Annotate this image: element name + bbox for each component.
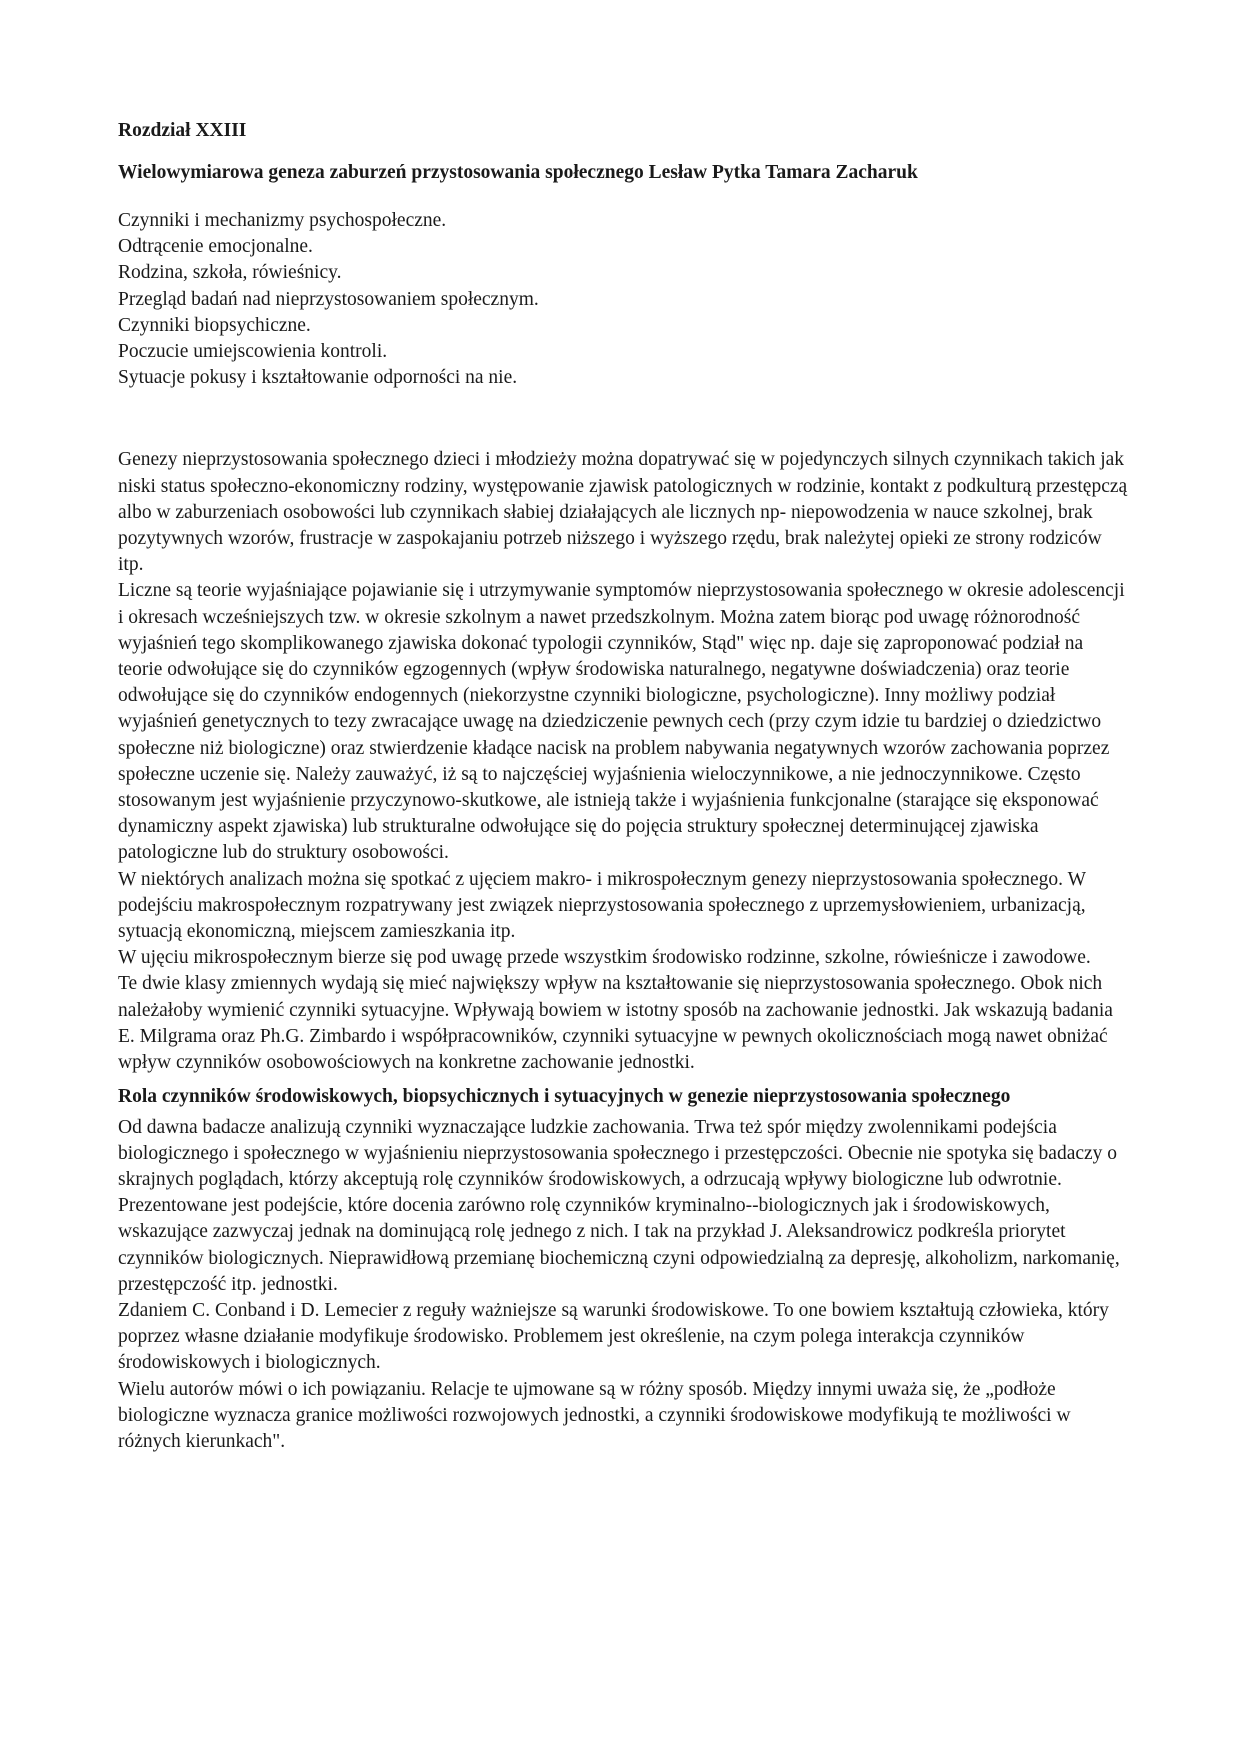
section-paragraph: Od dawna badacze analizują czynniki wyznaczające ludzkie zachowania. Trwa też spór między zwolennikami podejścia biologicznego i społecznego w wyjaśnieniu nieprzystosowania społecznego i przestępczości. Obecnie nie spotyka się badaczy o skrajnych poglądach, którzy akceptują rolę czynników środowiskowych, a odrzucają wpływy biologiczne lub odwrotnie. Prezentowane jest podejście, które docenia zarówno rolę czynników kryminalno--biologicznych jak i środowiskowych, wskazujące zazwyczaj jednak na dominującą rolę jednego z nich. I tak na przykład J. Aleksandrowicz podkreśla priorytet czynników biologicznych. Nieprawidłową przemianę biochemiczną czyni odpowiedzialną za depresję, alkoholizm, narkomanię, przestępczość itp. jednostki. xyxy=(118,1116,1120,1295)
section-paragraph: Zdaniem C. Conband i D. Lemecier z reguły ważniejsze są warunki środowiskowe. To one bowiem kształtują człowieka, który poprzez własne działanie modyfikuje środowisko. Problemem jest określenie, na czym polega interakcja czynników środowiskowych i biologicznych. xyxy=(118,1299,1109,1374)
chapter-heading: Rozdział XXIII xyxy=(118,120,247,141)
body-paragraph: Liczne są teorie wyjaśniające pojawianie się i utrzymywanie symptomów nieprzystosowania społecznego w okresie adolescencji i okresach wcześniejszych tzw. w okresie szkolnym a nawet przedszkolnym. Można zatem biorąc pod uwagę różnorodność wyjaśnień tego skomplikowanego zjawiska dokonać typologii czynników, Stąd" więc np. daje się zaproponować podział na teorie odwołujące się do czynników egzogennych (wpływ środowiska naturalnego, negatywne doświadczenia) oraz teorie odwołujące się do czynników endogennych (niekorzystne czynniki biologiczne, psychologiczne). Inny możliwy podział wyjaśnień genetycznych to tezy zwracające uwagę na dziedziczenie pewnych cech (przy czym idzie tu bardziej o dziedzictwo społeczne niż biologiczne) oraz stwierdzenie kładące nacisk na problem nabywania negatywnych wzorów zachowania poprzez społeczne uczenie się. Należy zauważyć, iż są to najczęściej wyjaśnienia wieloczynnikowe, a nie jednoczynnikowe. Często stosowanym jest wyjaśnienie przyczynowo-skutkowe, ale istnieją także i wyjaśnienia funkcjonalne (starające się eksponować dynamiczny aspekt zjawiska) lub strukturalne odwołujące się do pojęcia struktury społecznej determinującej zjawiska patologiczne lub do struktury osobowości. xyxy=(118,580,1125,864)
topic-item: Sytuacje pokusy i kształtowanie odporności na nie. xyxy=(118,367,518,389)
section-paragraph: Wielu autorów mówi o ich powiązaniu. Relacje te ujmowane są w różny sposób. Między innymi uważa się, że „podłoże biologiczne wyznacza granice możliwości rozwojowych jednostki, a czynniki środowiskowe modyfikują te możliwości w różnych kierunkach". xyxy=(118,1378,1071,1452)
topic-item: Czynniki i mechanizmy psychospołeczne. xyxy=(118,210,447,231)
topic-item: Przegląd badań nad nieprzystosowaniem społecznym. xyxy=(118,288,539,310)
body-paragraph: W ujęciu mikrospołecznym bierze się pod uwagę przede wszystkim środowisko rodzinne, szkolne, rówieśnicze i zawodowe. xyxy=(118,947,1091,969)
section-heading: Rola czynników środowiskowych, biopsychicznych i sytuacyjnych w genezie nieprzystosowania społecznego xyxy=(118,1086,1011,1108)
document-page xyxy=(118,118,1128,1455)
blank-space xyxy=(118,391,1128,447)
topic-item: Rodzina, szkoła, rówieśnicy. xyxy=(118,262,342,284)
body-paragraph: Genezy nieprzystosowania społecznego dzieci i młodzieży można dopatrywać się w pojedynczych silnych czynnikach takich jak niski status społeczno-ekonomiczny rodziny, występowanie zjawisk patologicznych w rodzinie, kontakt z podkulturą przestępczą albo w zaburzeniach osobowości lub czynnikach słabiej działających ale licznych np- niepowodzenia w nauce szkolnej, brak pozytywnych wzorów, frustracje w zaspokajaniu potrzeb niższego i wyższego rzędu, brak należytej opieki ze strony rodziców itp. xyxy=(118,449,1128,576)
topic-item: Odtrącenie emocjonalne. xyxy=(118,236,313,258)
topic-item: Czynniki biopsychiczne. xyxy=(118,314,311,336)
body-paragraph: W niektórych analizach można się spotkać z ujęciem makro- i mikrospołecznym genezy nieprzystosowania społecznego. W podejściu makrospołecznym rozpatrywany jest związek nieprzystosowania społecznego z uprzemysłowieniem, urbanizacją, sytuacją ekonomiczną, miejscem zamieszkania itp. xyxy=(118,868,1086,943)
body-paragraph: Te dwie klasy zmiennych wydają się mieć największy wpływ na kształtowanie się nieprzystosowania społecznego. Obok nich należałoby wymienić czynniki sytuacyjne. Wpływają bowiem w istotny sposób na zachowanie jednostki. Jak wskazują badania E. Milgrama oraz Ph.G. Zimbardo i współpracowników, czynniki sytuacyjne w pewnych okolicznościach mogą nawet obniżać wpływ czynników osobowościowych na konkretne zachowanie jednostki. xyxy=(118,973,1113,1074)
document-title: Wielowymiarowa geneza zaburzeń przystosowania społecznego Lesław Pytka Tamara Zacharuk xyxy=(118,162,918,183)
topic-item: Poczucie umiejscowienia kontroli. xyxy=(118,341,388,363)
topic-list xyxy=(118,208,1128,391)
